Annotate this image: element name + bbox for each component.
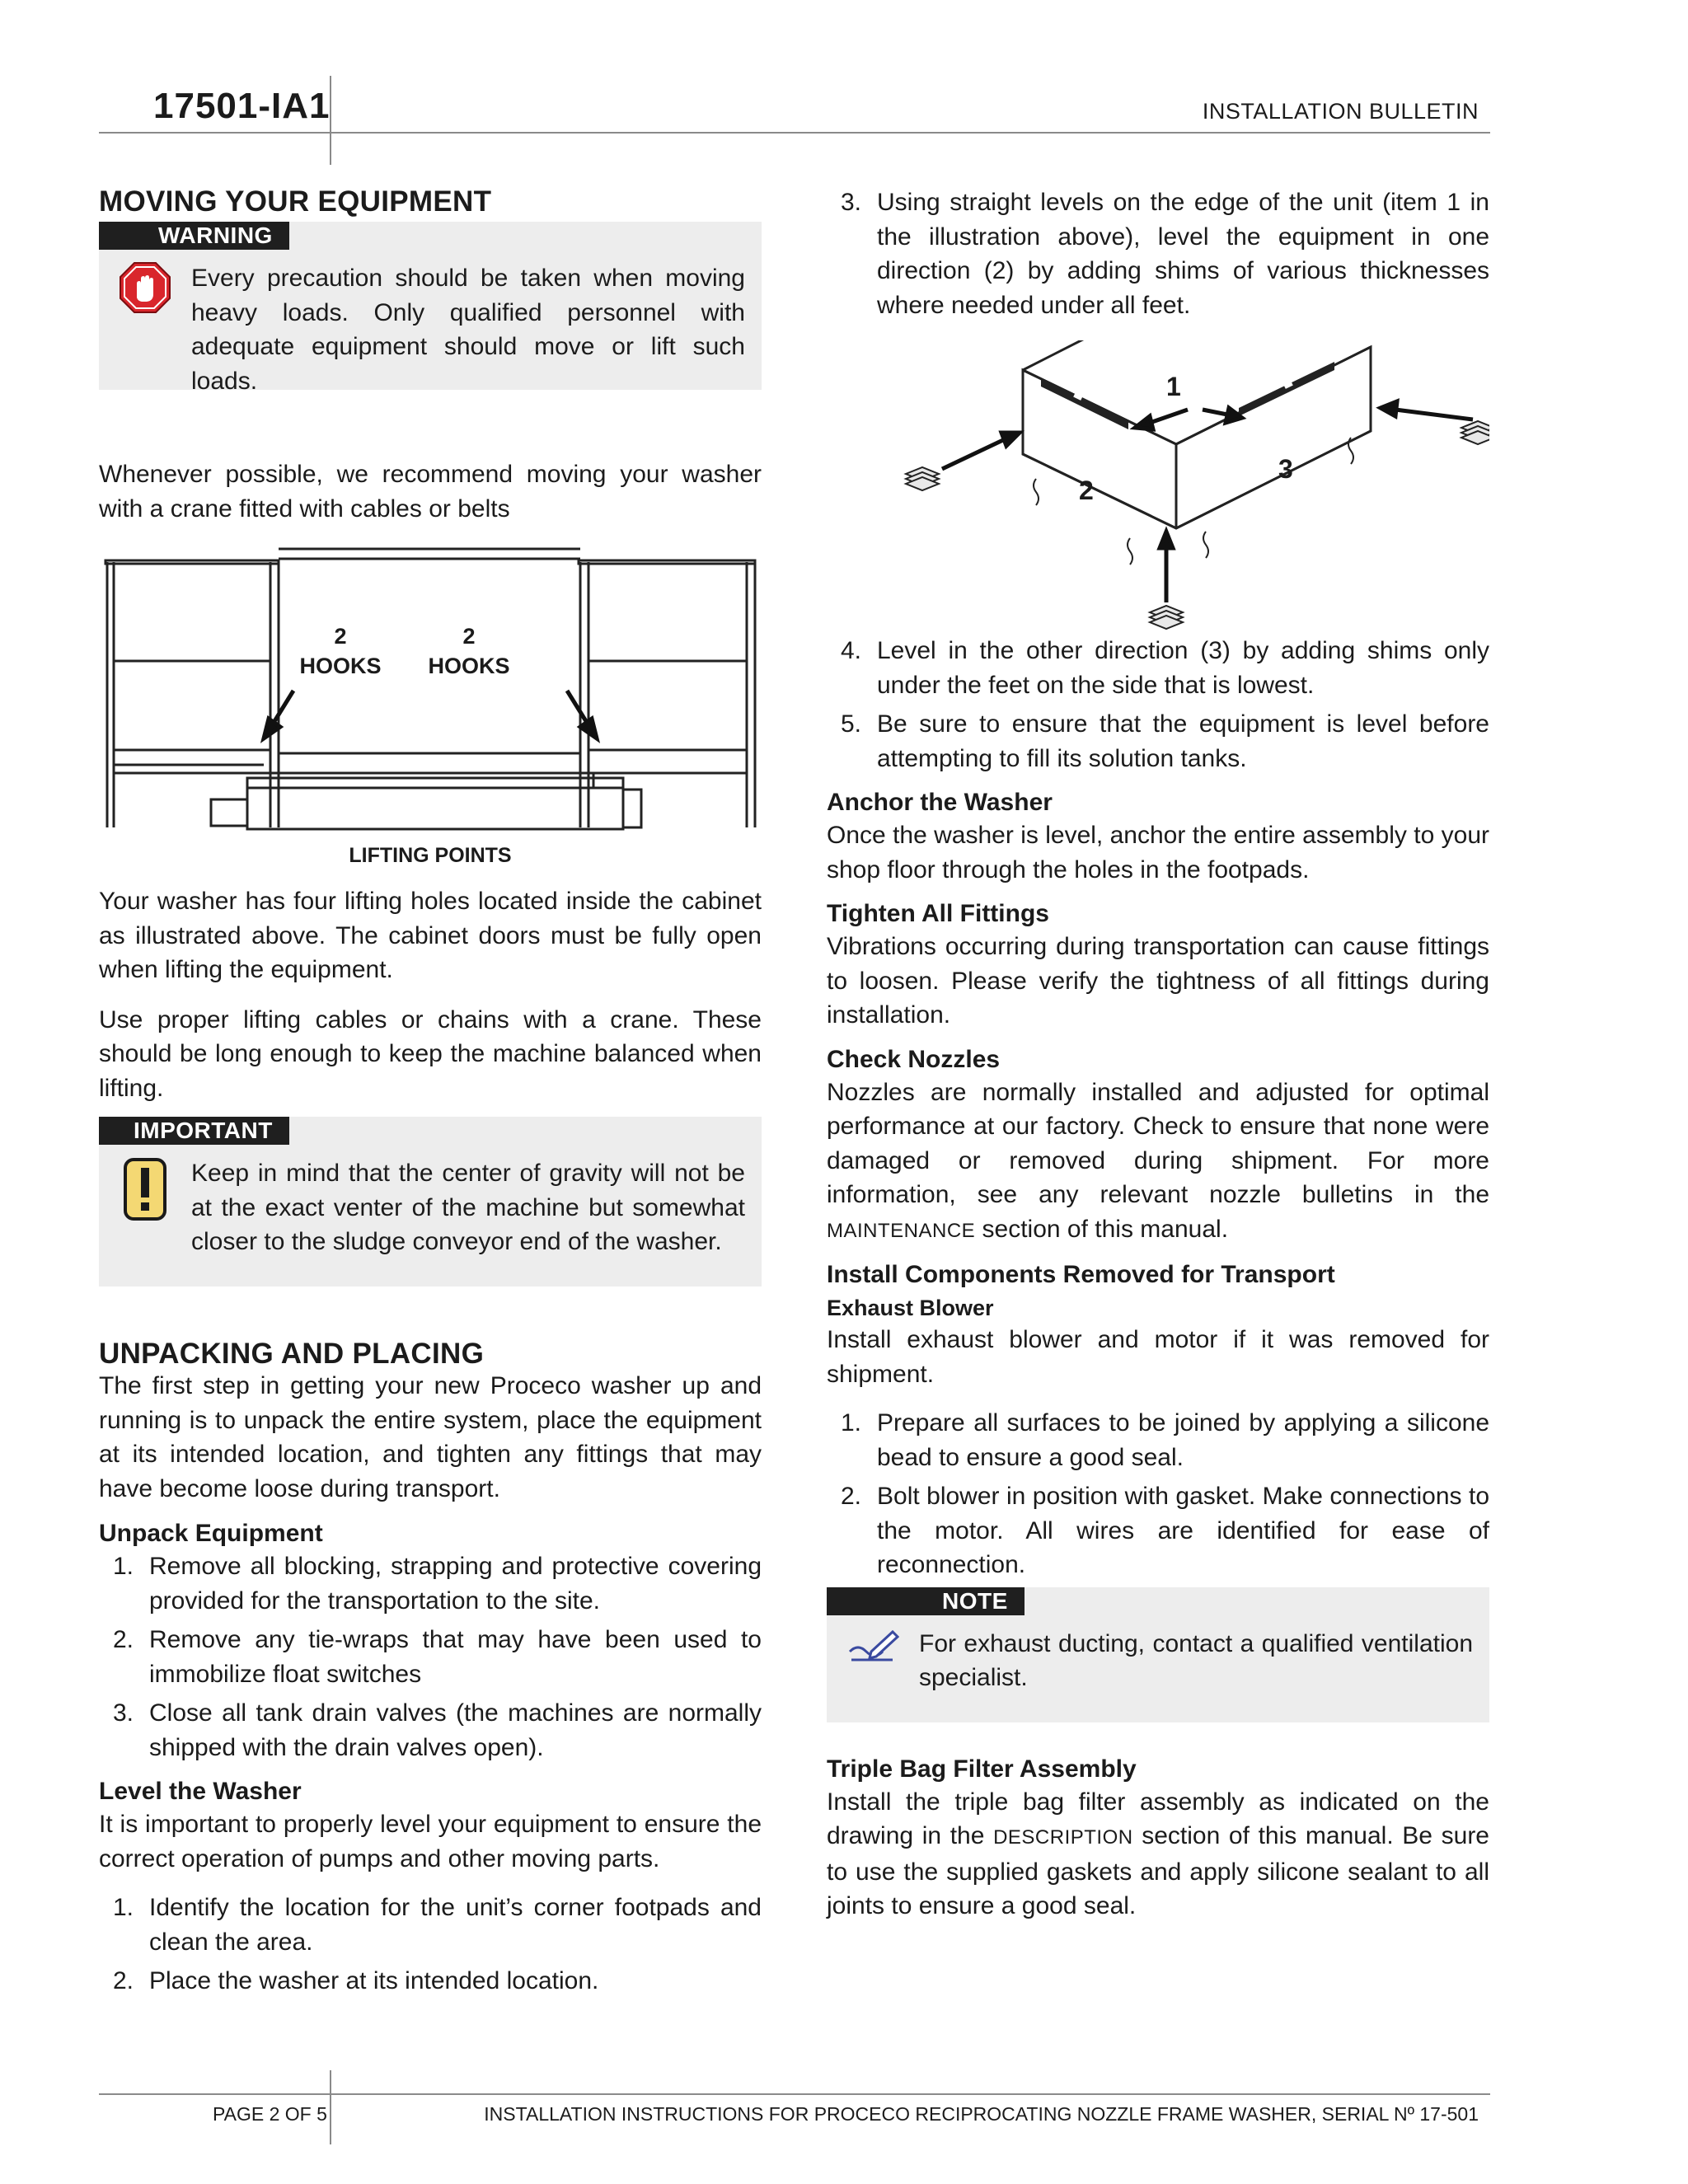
cables-paragraph: Use proper lifting cables or chains with a crane. These should be long enough to keep the machine balanced when lifting. <box>99 1005 762 1102</box>
header-rule <box>99 132 1490 134</box>
level-label-1: 1 <box>1166 372 1181 401</box>
filter-paragraph: Install the triple bag filter assembly as indicated on the drawing in the DESCRIPTION section of this manual. Be sure to use the supplied gaskets and apply silicone sealant to all joints to ensure a good seal. <box>827 1788 1489 1919</box>
footer-rule <box>99 2093 1490 2095</box>
tighten-paragraph: Vibrations occurring during transportation can cause fittings to loosen. Please verify the tightness of all fittings during installation. <box>827 933 1489 1029</box>
warning-callout <box>99 222 762 395</box>
blower-paragraph: Install exhaust blower and motor if it was removed for shipment. <box>827 1326 1489 1388</box>
level-heading: Level the Washer <box>99 1778 302 1805</box>
section-title-unpacking: UNPACKING AND PLACING <box>99 1338 485 1370</box>
unpacking-intro: The first step in getting your new Proceco washer up and running is to unpack the entire system, place the equipment at its intended location, and tighten any fittings that may have become loose during transport. <box>99 1372 762 1502</box>
section-title-moving: MOVING YOUR EQUIPMENT <box>99 185 492 218</box>
note-text: For exhaust ducting, contact a qualified ventilation specialist. <box>919 1629 1473 1691</box>
footer-title: INSTALLATION INSTRUCTIONS FOR PROCECO RECIPROCATING NOZZLE FRAME WASHER, SERIAL Nº 17-501 <box>484 2103 1479 2125</box>
leveling-figure <box>827 340 1489 637</box>
list-item: 1. Identify the location for the unit’s corner footpads and clean the area. <box>113 1894 762 1956</box>
level-label-2: 2 <box>1079 476 1094 505</box>
hooks-label-right <box>407 621 531 681</box>
list-item: 5. Be sure to ensure that the equipment is level before attempting to fill its solution tanks. <box>841 710 1489 772</box>
lifting-holes-paragraph: Your washer has four lifting holes located inside the cabinet as illustrated above. The cabinet doors must be fully open when lifting the equipment. <box>99 888 762 983</box>
nozzles-paragraph: Nozzles are normally installed and adjusted for optimal performance at our factory. Check to ensure that none were damaged or removed during shipment. For more information, see any relevant nozzle bulletins in the MAINTENANCE section of this manual. <box>827 1078 1489 1243</box>
level-steps-list <box>99 1891 762 1999</box>
description-section-ref: DESCRIPTION <box>993 1826 1133 1849</box>
unpack-heading: Unpack Equipment <box>99 1520 323 1547</box>
left-column <box>99 185 762 1999</box>
list-item: 3. Using straight levels on the edge of the unit (item 1 in the illustration above), level the equipment in one direction (2) by adding shims of various thicknesses where needed under all feet. <box>841 189 1489 319</box>
right-column <box>827 185 1489 1924</box>
hooks-right-word: HOOKS <box>428 654 510 678</box>
level-label-3: 3 <box>1278 454 1293 484</box>
lifting-points-drawing <box>99 537 762 836</box>
lifting-figure <box>99 537 762 836</box>
anchor-paragraph: Once the washer is level, anchor the entire assembly to your shop floor through the holes in the footpads. <box>827 822 1489 883</box>
crane-paragraph: Whenever possible, we recommend moving your washer with a crane fitted with cables or belts <box>99 461 762 523</box>
level-steps-cont-list <box>827 185 1489 322</box>
page-number: PAGE 2 OF 5 <box>213 2103 327 2125</box>
hooks-label-left <box>279 621 402 681</box>
list-item: 2. Remove any tie-wraps that may have been used to immobilize float switches <box>113 1626 762 1688</box>
anchor-heading: Anchor the Washer <box>827 789 1053 816</box>
important-tab: IMPORTANT <box>99 1117 289 1145</box>
important-text: Keep in mind that the center of gravity will not be at the exact venter of the machine but somewhat closer to the sludge conveyor end of the washer. <box>191 1160 745 1255</box>
important-callout <box>99 1117 762 1286</box>
blower-heading: Exhaust Blower <box>827 1296 994 1320</box>
unpack-steps-list <box>99 1549 762 1765</box>
pen-note-icon <box>846 1627 899 1695</box>
document-number: 17501-IA1 <box>153 86 331 126</box>
footer-divider <box>330 2070 331 2144</box>
warning-text: Every precaution should be taken when moving heavy loads. Only qualified personnel with adequate equipment should move or lift such loads. <box>191 265 745 395</box>
list-item: 1. Remove all blocking, strapping and protective covering provided for the transportation to the site. <box>113 1553 762 1615</box>
tighten-heading: Tighten All Fittings <box>827 900 1049 927</box>
list-item: 2. Bolt blower in position with gasket. Make connections to the motor. All wires are identified for ease of reconnection. <box>841 1483 1489 1578</box>
exclamation-icon <box>119 1156 171 1259</box>
note-callout <box>827 1587 1489 1722</box>
maintenance-section-ref: MAINTENANCE <box>827 1219 976 1242</box>
document-type: INSTALLATION BULLETIN <box>1202 99 1479 124</box>
hooks-left-word: HOOKS <box>299 654 382 678</box>
hooks-right-count: 2 <box>462 624 476 649</box>
level-steps-more-list <box>827 634 1489 776</box>
level-paragraph: It is important to properly level your equipment to ensure the correct operation of pumps and other moving parts. <box>99 1811 762 1872</box>
lifting-caption: LIFTING POINTS <box>349 844 512 867</box>
warning-tab: WARNING <box>99 222 289 250</box>
list-item: 4. Level in the other direction (3) by adding shims only under the feet on the side that is lowest. <box>841 637 1489 699</box>
header-divider <box>330 76 331 165</box>
stop-hand-icon <box>119 261 171 398</box>
list-item: 2. Place the washer at its intended location. <box>113 1967 599 1994</box>
leveling-drawing <box>827 340 1489 637</box>
list-item: 1. Prepare all surfaces to be joined by applying a silicone bead to ensure a good seal. <box>841 1409 1489 1471</box>
note-tab: NOTE <box>827 1587 1025 1615</box>
filter-heading: Triple Bag Filter Assembly <box>827 1755 1137 1783</box>
blower-steps-list <box>827 1406 1489 1582</box>
install-heading: Install Components Removed for Transport <box>827 1261 1335 1288</box>
nozzles-heading: Check Nozzles <box>827 1045 1001 1073</box>
hooks-left-count: 2 <box>334 624 347 649</box>
list-item: 3. Close all tank drain valves (the machines are normally shipped with the drain valves open). <box>113 1699 762 1761</box>
